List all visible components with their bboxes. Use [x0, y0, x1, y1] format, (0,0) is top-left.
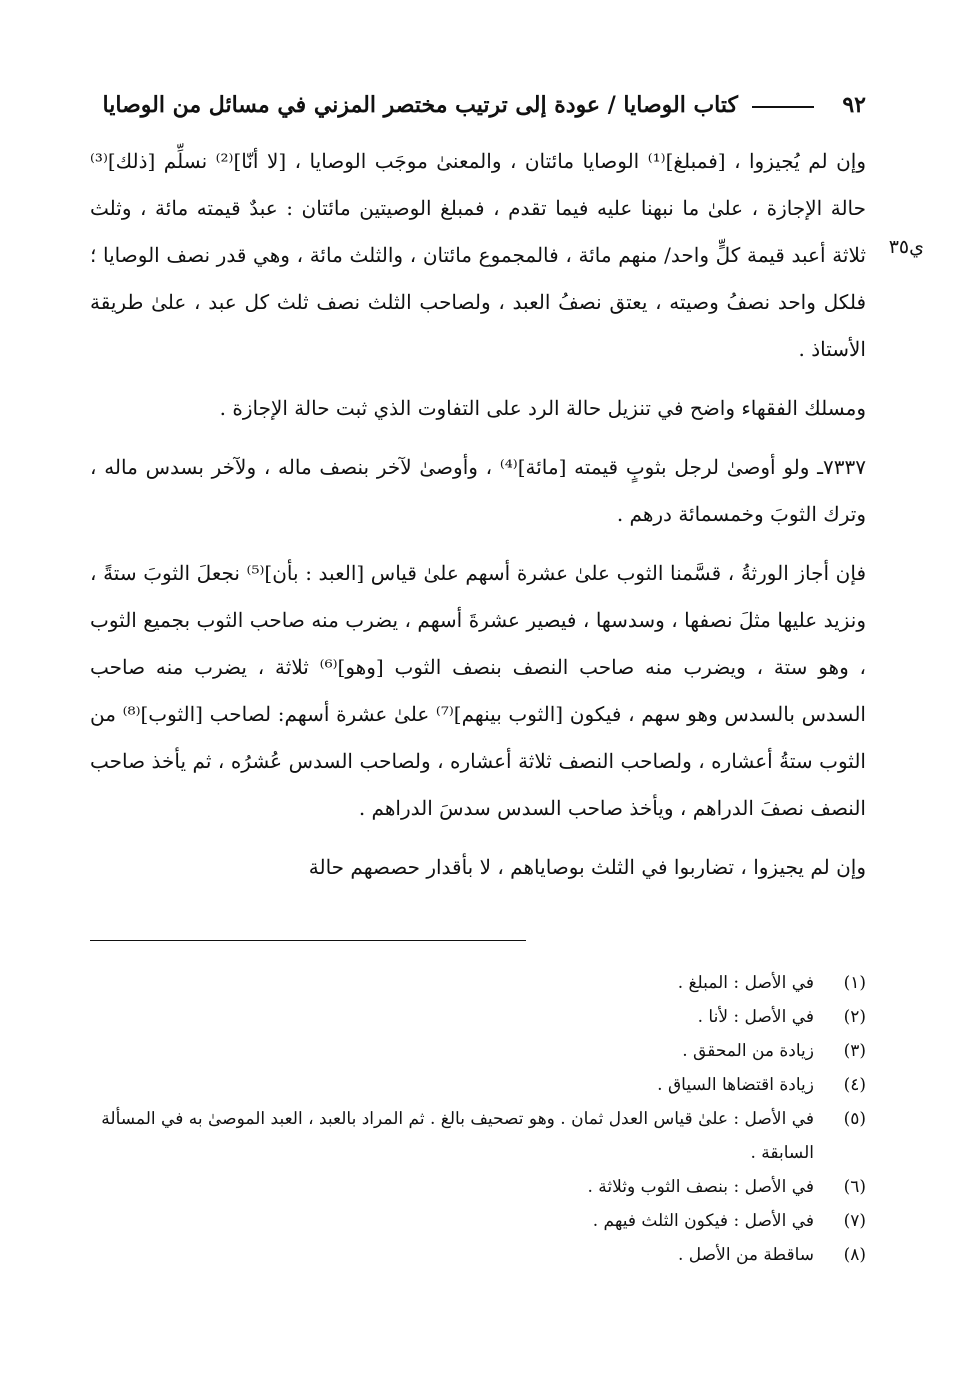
footnote: [90, 1068, 866, 1102]
footnote-text: في الأصل : فيكون الثلث فيهم .: [592, 1211, 814, 1231]
footnote-number: (٨): [843, 1245, 866, 1265]
paragraph: وإن لم يجيزوا ، تضاربوا في الثلث بوصاياهم ، لا بأقدار حصصهم حالة: [308, 855, 866, 879]
footnotes: [90, 966, 866, 1272]
footnote-text: ساقطة من الأصل .: [678, 1245, 814, 1265]
footnote: [90, 1000, 866, 1034]
footnote-number: (٥): [843, 1109, 866, 1129]
footnote-number: (٢): [843, 1007, 866, 1027]
page-number: ٩٢: [842, 92, 866, 118]
footnote: [90, 1170, 866, 1204]
footnote-number: (٦): [843, 1177, 866, 1197]
footnote: [90, 1034, 866, 1068]
paragraph: فإن أجاز الورثةُ ، قسَّمنا الثوب علىٰ عشرة أسهم علىٰ قياس [العبد : بأن]⁽⁵⁾ نجعلَ الثوبَ ستةً ، ونزيد عليها مثلَ نصفها ، وسدسها ، فيصير عشرةَ أسهم ، يضرب منه صاحب الثوب بجميع الثوب ، وهو ستة ، ويضرب منه صاحب النصف بنصف الثوب [وهو]⁽⁶⁾ ثلاثة ، يضرب منه صاحب السدس بالسدس وهو سهم ، فيكون [الثوب بينهم]⁽⁷⁾ علىٰ عشرة أسهم: لصاحب [الثوب]⁽⁸⁾ من الثوب ستةُ أعشاره ، ولصاحب النصف ثلاثة أعشاره ، ولصاحب السدس عُشرُه ، ثم يأخذ صاحب النصف نصفَ الدراهم ، ويأخذ صاحب السدس سدسَ الدراهم .: [90, 561, 867, 820]
footnote: [90, 1102, 866, 1170]
footnote-separator: [90, 940, 526, 941]
footnote-text: في الأصل : بنصف الثوب وثلاثة .: [587, 1177, 814, 1197]
paragraph: ومسلك الفقهاء واضح في تنزيل حالة الرد على التفاوت الذي ثبت حالة الإجازة .: [219, 396, 866, 420]
page-header: [90, 88, 866, 128]
paragraph: وإن لم يُجيزوا ، [فمبلغ]⁽¹⁾ الوصايا مائتان ، والمعنىٰ موجَب الوصايا ، [لا أنّا]⁽²⁾ نسلِّم [ذلك]⁽³⁾ حالة الإجازة ، علىٰ ما نبهنا عليه فيما تقدم ، فمبلغ الوصيتين مائتان : عبدٌ قيمته مائة ، وثلث ثلاثة أعبد قيمة كلٍّ واحد/ منهم مائة ، فالمجموع مائتان ، والثلث مائة ، وهي قدر نصف الوصايا ؛ فلكل واحد نصفُ وصيته ، يعتق نصفُ العبد ، ولصاحب الثلث نصف ثلث كل عبد ، علىٰ طريقة الأستاذ .: [90, 149, 866, 361]
running-title: كتاب الوصايا / عودة إلى ترتيب مختصر المزني في مسائل من الوصايا: [102, 92, 738, 118]
footnote: [90, 1204, 866, 1238]
footnote: [90, 1238, 866, 1272]
header-rule: [752, 106, 814, 108]
main-text: [90, 138, 866, 891]
footnote-text: زيادة من المحقق .: [682, 1041, 814, 1061]
paragraph: ٧٣٣٧ـ ولو أوصىٰ لرجل بثوبٍ قيمته [مائة]⁽⁴⁾ ، وأوصىٰ لآخر بنصف ماله ، ولآخر بسدس ماله ، وترك الثوبَ وخمسمائة درهم .: [90, 455, 866, 526]
margin-note: ي٣٥: [888, 236, 924, 258]
footnote-text: في الأصل : لأنا .: [697, 1007, 814, 1027]
footnote: [90, 966, 866, 1000]
footnote-number: (٣): [843, 1041, 866, 1061]
footnote-text: في الأصل : المبلغ .: [677, 973, 814, 993]
footnote-text: زيادة اقتضاها السياق .: [657, 1075, 814, 1095]
footnote-number: (٧): [843, 1211, 866, 1231]
footnote-number: (١): [843, 973, 866, 993]
footnote-text: في الأصل : علىٰ قياس العدل ثمان . وهو تصحيف بالغ . ثم المراد بالعبد ، العبد الموصىٰ به في المسألة السابقة .: [101, 1109, 814, 1163]
footnote-number: (٤): [843, 1075, 866, 1095]
